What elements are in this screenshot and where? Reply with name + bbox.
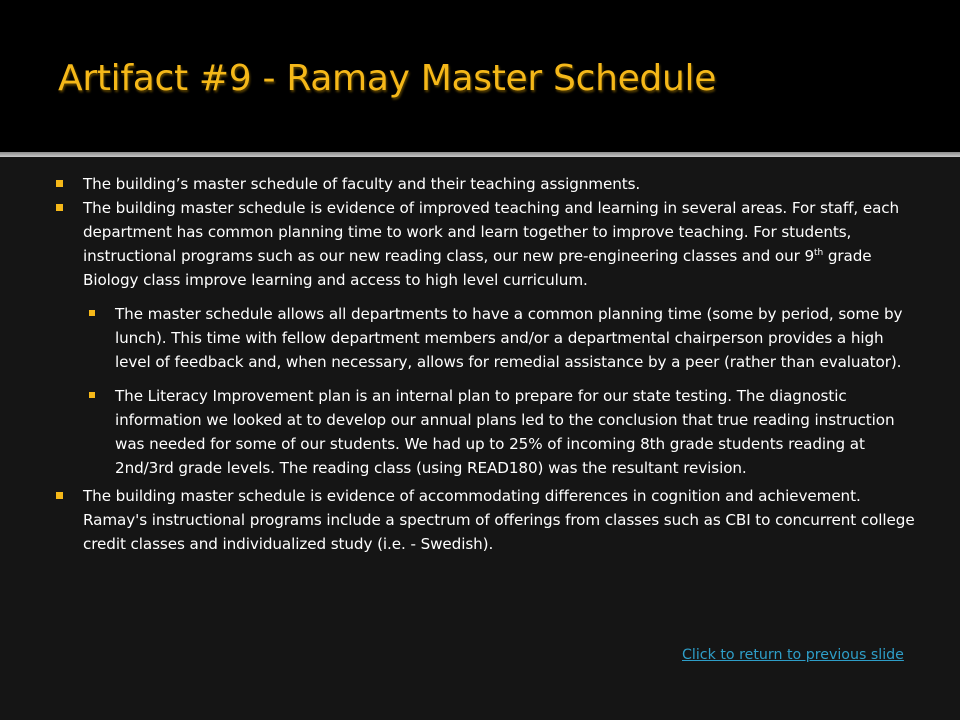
bullet-text: The building master schedule is evidence of accommodating differences in cognition and achievement. Ramay's instructional programs include a spectrum of offerings from classes such as CBI to concurrent college credit classes and individualized study (i.e. - Swedish). [83, 487, 915, 553]
sub-bullet-text: The master schedule allows all departments to have a common planning time (some by period, some by lunch). This time with fellow department members and/or a departmental chairperson provides a high level of feedback and, when necessary, allows for remedial assistance by a peer (rather than evaluator). [115, 305, 903, 371]
sub-bullet-text: The Literacy Improvement plan is an internal plan to prepare for our state testing. The diagnostic information we looked at to develop our annual plans led to the conclusion that true reading instruction was needed for some of our students. We had up to 25% of incoming 8th grade students reading at 2nd/3rd grade levels. The reading class (using READ180) was the resultant revision. [115, 387, 895, 477]
bullet-content [50, 172, 920, 556]
title-bar [0, 0, 960, 152]
bullet-item-1 [50, 172, 920, 196]
sub-bullet-item-1 [83, 302, 920, 374]
bullet-text: The building’s master schedule of faculty and their teaching assignments. [83, 175, 641, 193]
bullet-text-part: The building master schedule is evidence of improved teaching and learning in several areas. For staff, each department has common planning time to work and learn together to improve teaching. For students, instructional programs such as our new reading class, our new pre-engineering classes and our 9 [83, 199, 900, 265]
slide-title: Artifact #9 - Ramay Master Schedule [58, 58, 717, 99]
sub-bullet-list [83, 302, 920, 480]
ordinal-superscript: th [814, 247, 824, 258]
bullet-list [50, 172, 920, 556]
return-to-previous-slide-link[interactable]: Click to return to previous slide [682, 647, 904, 663]
bullet-item-3 [50, 484, 920, 556]
bullet-text-part: grade Biology class improve learning and access to high level curriculum. [83, 247, 872, 289]
sub-bullet-item-2 [83, 384, 920, 480]
title-divider [0, 152, 960, 157]
bullet-item-2 [50, 196, 920, 480]
